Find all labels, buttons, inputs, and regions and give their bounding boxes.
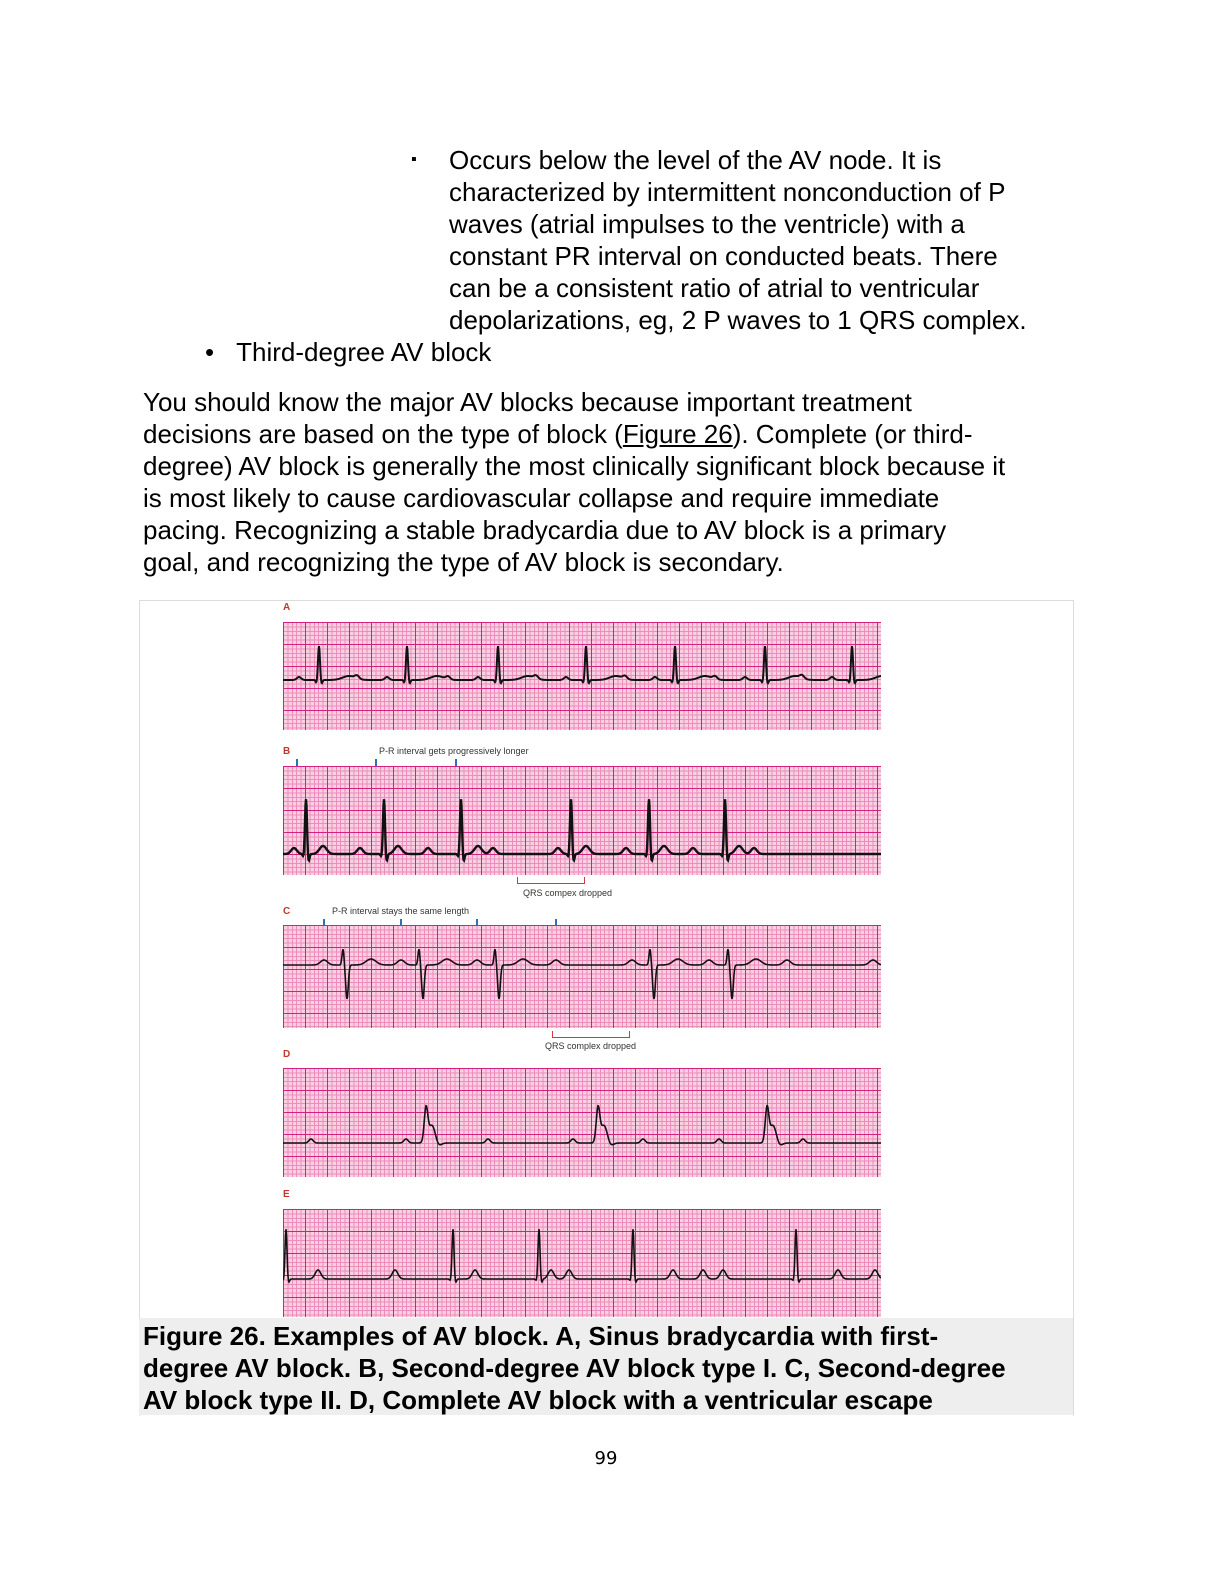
- sub-bullet-text: [449, 144, 1027, 336]
- bullet-item: [205, 336, 491, 368]
- ecg-strip-a: [283, 622, 881, 730]
- text-span: ). Complete (or third-: [732, 419, 973, 449]
- annotation-qrs-dropped: QRS complex dropped: [545, 1041, 637, 1051]
- caption-line: AV block type II. D, Complete AV block with a ventricular escape: [143, 1385, 933, 1415]
- caption-line: degree AV block. B, Second-degree AV block type I. C, Second-degree: [143, 1353, 1006, 1383]
- text-line: can be a consistent ratio of atrial to ventricular: [449, 273, 980, 303]
- strip-label-e: E: [283, 1189, 290, 1200]
- text-line: depolarizations, eg, 2 P waves to 1 QRS complex.: [449, 305, 1027, 335]
- ecg-strip-d: [283, 1068, 881, 1177]
- figure-26-link[interactable]: Figure 26: [622, 419, 733, 449]
- bullet-text: Third-degree AV block: [236, 337, 492, 367]
- strip-label-d: D: [283, 1049, 291, 1060]
- figure-caption: [139, 1318, 1073, 1415]
- text-line: characterized by intermittent nonconduction of P: [449, 177, 1006, 207]
- strip-label-a: A: [283, 602, 291, 613]
- ecg-strip-c: [283, 925, 881, 1028]
- ecg-trace: [283, 766, 881, 875]
- annotation-pr-longer: P-R interval gets progressively longer: [379, 746, 529, 756]
- ecg-trace: [283, 1209, 881, 1317]
- annotation-pr-same: P-R interval stays the same length: [332, 906, 470, 916]
- text-line: degree) AV block is generally the most clinically significant block because it: [143, 451, 1006, 481]
- annotation-qrs-dropped: QRS compex dropped: [523, 888, 613, 898]
- ecg-strip-e: [283, 1209, 881, 1317]
- strip-label-b: B: [283, 746, 291, 757]
- text-line: constant PR interval on conducted beats. There: [449, 241, 998, 271]
- text-span: decisions are based on the type of block (: [143, 419, 623, 449]
- ecg-trace: [283, 622, 881, 730]
- dropped-bracket: [552, 1031, 630, 1038]
- text-line: You should know the major AV blocks because important treatment: [143, 387, 912, 417]
- page-number: 99: [594, 1448, 618, 1469]
- caption-line: Figure 26. Examples of AV block. A, Sinus bradycardia with first-: [143, 1321, 939, 1351]
- body-paragraph: [143, 386, 1005, 578]
- bullet-icon: •: [205, 337, 215, 367]
- strip-label-c: C: [283, 906, 291, 917]
- ecg-trace: [283, 1068, 881, 1177]
- text-line: waves (atrial impulses to the ventricle) with a: [449, 209, 965, 239]
- square-bullet-icon: ▪: [411, 151, 417, 168]
- text-line: [143, 418, 1005, 450]
- text-line: Occurs below the level of the AV node. It is: [449, 145, 942, 175]
- text-line: pacing. Recognizing a stable bradycardia due to AV block is a primary: [143, 515, 947, 545]
- text-line: goal, and recognizing the type of AV block is secondary.: [143, 547, 784, 577]
- ecg-trace: [283, 925, 881, 1028]
- ecg-strip-b: [283, 766, 881, 875]
- dropped-bracket: [517, 877, 585, 884]
- figure-26: [139, 600, 1074, 1416]
- text-line: is most likely to cause cardiovascular collapse and require immediate: [143, 483, 940, 513]
